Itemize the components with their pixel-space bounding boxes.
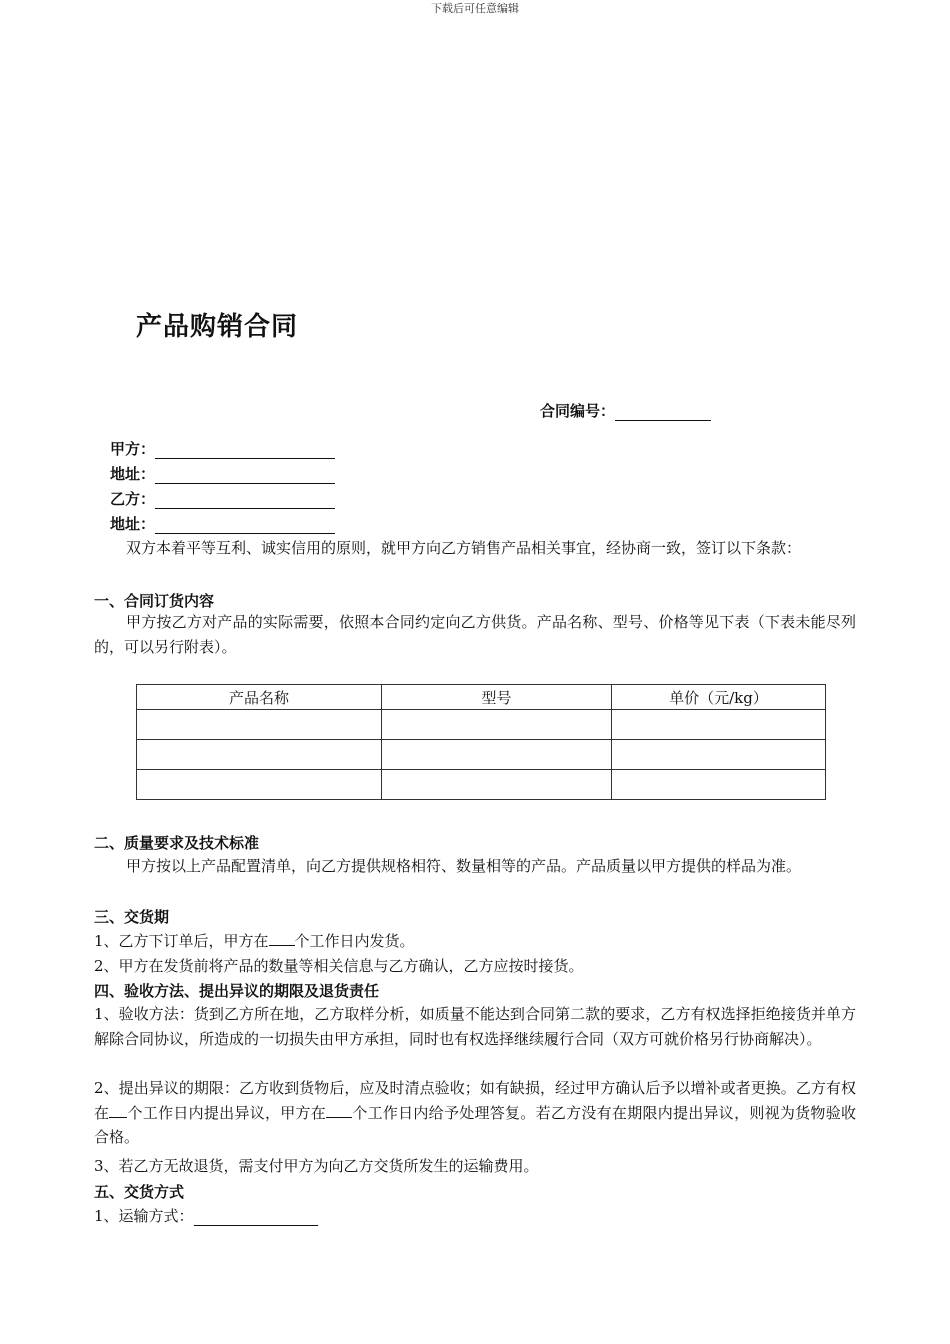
section3-item2: 2、甲方在发货前将产品的数量等相关信息与乙方确认，乙方应按时接货。 [94,957,584,975]
contract-number-label: 合同编号： [540,402,616,420]
section4-item2-text-b: 个工作日内提出异议，甲方在 [127,1103,327,1122]
party-b [110,488,335,509]
section4-item1: 1、验收方法：货到乙方所在地，乙方取样分析，如质量不能达到合同第二款的要求，乙方有权选择拒绝接货并单方解除合同协议，所造成的一切损失由甲方承担，同时也有权选择继续履行合同（双方可就价格另行协商解决）。 [94,1005,856,1048]
party-b-label: 乙方： [110,490,156,508]
section4-item2-text-c: 个工作日内给予处理答复。若乙方没有在期限内提出异议，则视为货物验收合格。 [94,1103,856,1146]
section2-body: 甲方按以上产品配置清单，向乙方提供规格相符、数量相等的产品。产品质量以甲方提供的样品为准。 [126,857,802,875]
section1-heading: 一、合同订货内容 [94,592,215,610]
table-cell[interactable] [137,770,382,800]
table-header: 单价（元/kg） [612,685,826,710]
party-a-address-label: 地址： [110,465,156,483]
product-table [136,684,826,800]
party-b-address [110,513,335,534]
table-cell[interactable] [382,770,612,800]
table-cell[interactable] [612,740,826,770]
party-b-address-field[interactable] [155,517,335,534]
objection-days-field[interactable] [109,1103,127,1118]
party-a [110,438,335,459]
intro-paragraph: 双方本着平等互利、诚实信用的原则，就甲方向乙方销售产品相关事宜，经协商一致，签订以下条款： [126,539,802,557]
table-cell[interactable] [382,740,612,770]
party-b-field[interactable] [155,492,335,509]
section3-item1 [94,930,415,951]
table-cell[interactable] [137,710,382,740]
section5-item1 [94,1205,318,1226]
section3-item1-text-a: 1、乙方下订单后，甲方在 [94,932,269,950]
section1-body: 甲方按乙方对产品的实际需要，依照本合同约定向乙方供货。产品名称、型号、价格等见下表（下表未能尽列的，可以另行附表）。 [94,613,856,656]
transport-field[interactable] [194,1209,318,1226]
party-a-field[interactable] [155,442,335,459]
reply-days-field[interactable] [326,1103,352,1118]
table-cell[interactable] [612,770,826,800]
contract-number [540,400,711,421]
section3-item1-text-b: 个工作日内发货。 [294,932,415,950]
section3-heading: 三、交货期 [94,908,170,926]
table-cell[interactable] [612,710,826,740]
party-b-address-label: 地址： [110,515,156,533]
header-note: 下载后可任意编辑 [431,2,519,15]
table-cell[interactable] [382,710,612,740]
transport-label: 1、运输方式： [94,1207,194,1225]
table-header: 型号 [382,685,612,710]
days-blank-field[interactable] [269,931,295,946]
section5-heading: 五、交货方式 [94,1183,185,1201]
table-cell[interactable] [137,740,382,770]
page-title: 产品购销合同 [136,312,299,342]
section4-heading: 四、验收方法、提出异议的期限及退货责任 [94,982,380,1000]
section4-item2 [94,1076,856,1150]
table-header-row [137,685,826,710]
contract-number-field[interactable] [615,404,711,421]
table-header: 产品名称 [137,685,382,710]
section4-item2-text-a: 2、提出异议的期限：乙方收到货物后，应及时清点验收；如有缺损，经过甲方确认后予以增补或者更换。乙方有权在 [94,1079,856,1122]
table-row [137,740,826,770]
section2-heading: 二、质量要求及技术标准 [94,834,260,852]
table-row [137,710,826,740]
table-row [137,770,826,800]
party-a-label: 甲方： [110,440,156,458]
section4-item3: 3、若乙方无故退货，需支付甲方为向乙方交货所发生的运输费用。 [94,1157,539,1175]
party-a-address-field[interactable] [155,467,335,484]
party-a-address [110,463,335,484]
